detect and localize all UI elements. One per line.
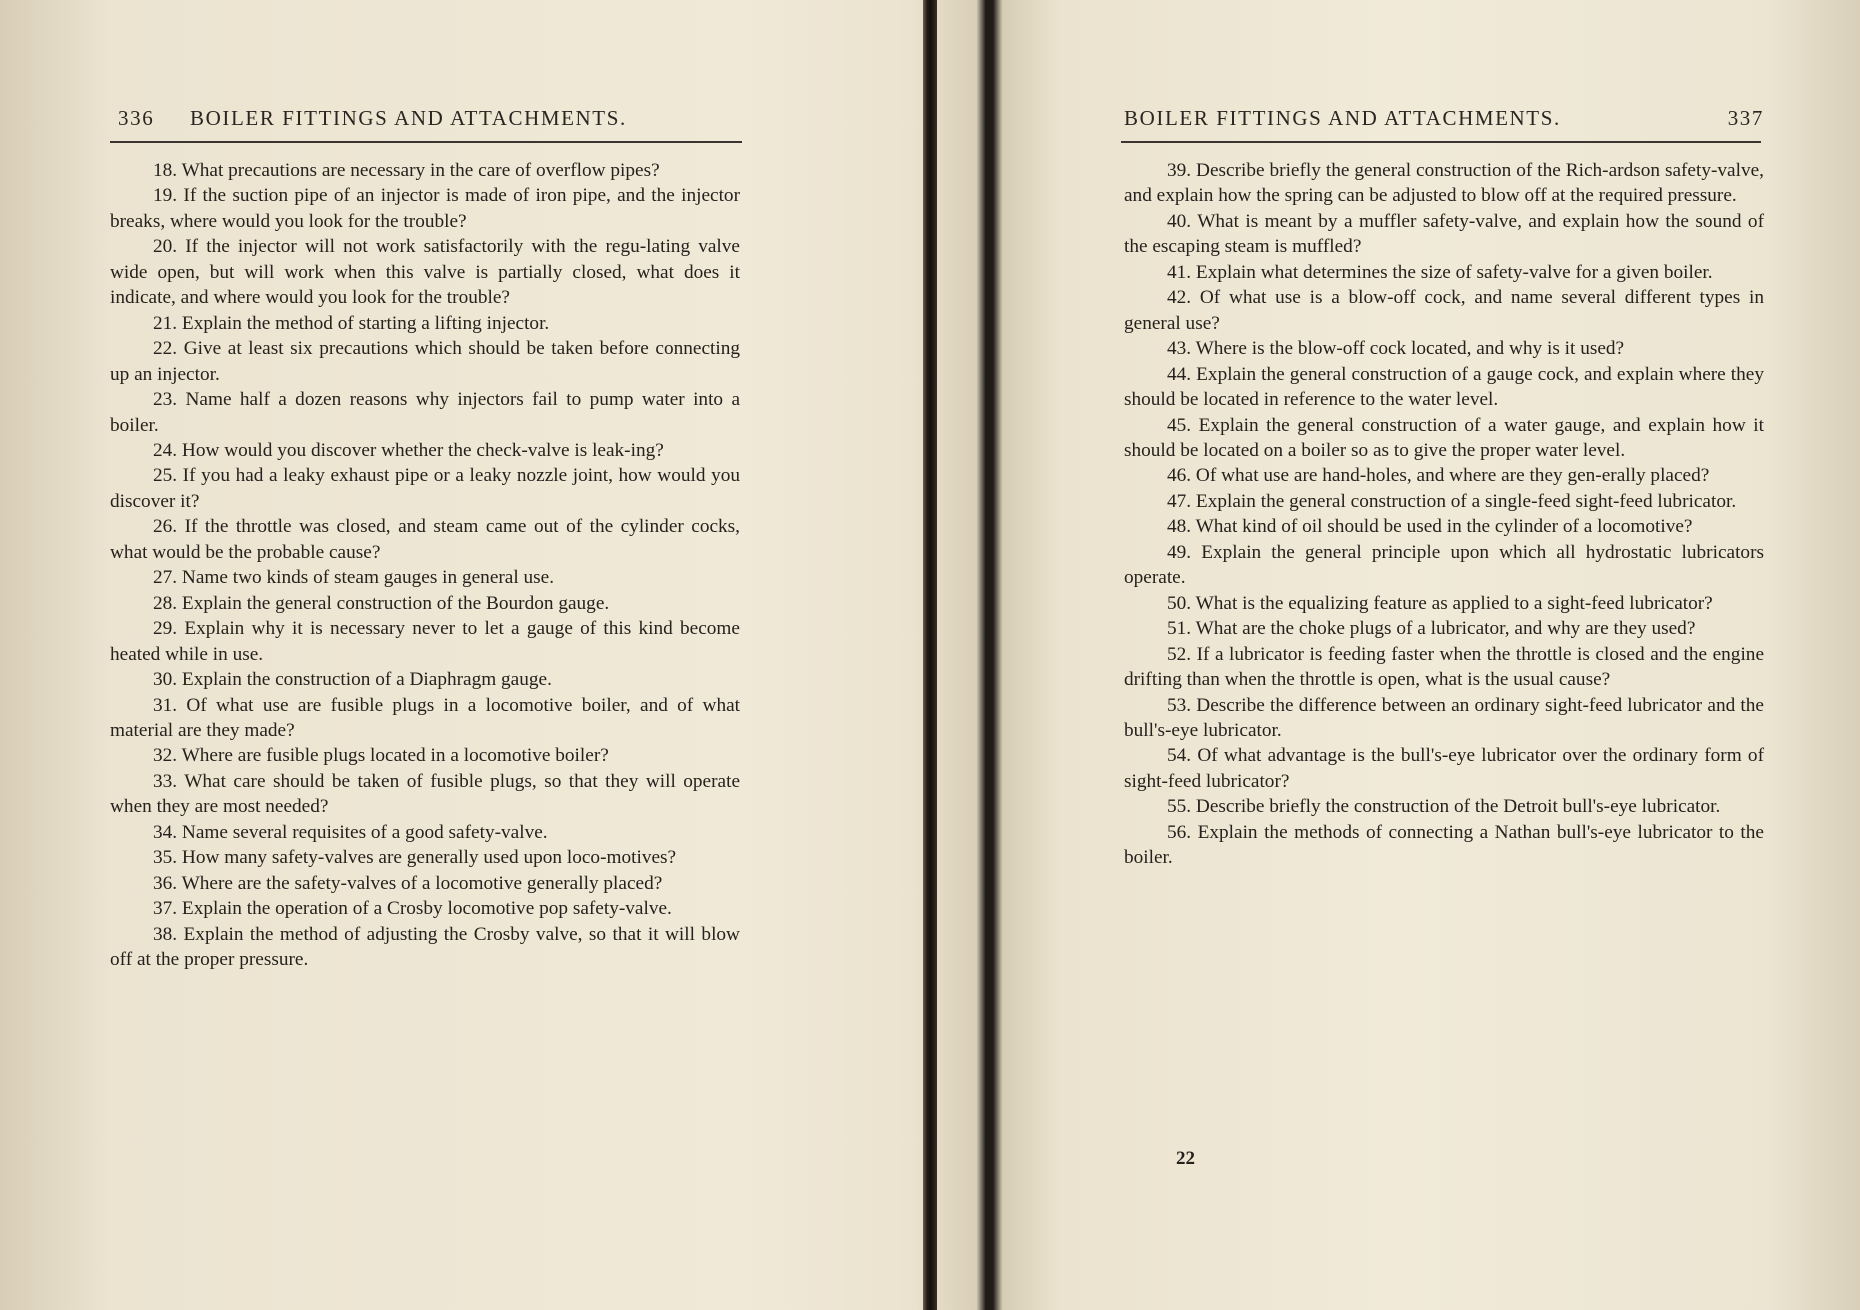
question-22: 22. Give at least six precautions which should be taken before connecting up an injector.	[110, 338, 740, 385]
question-52: 52. If a lubricator is feeding faster when the throttle is closed and the engine drifting than when the throttle is open, what is the usual cause?	[1124, 643, 1764, 691]
signature-mark: 22	[1176, 1148, 1195, 1169]
left-page-number: 336	[118, 106, 155, 130]
question-47: 47. Explain the general construction of a single-feed sight-feed lubricator.	[1167, 490, 1737, 512]
right-running-title: BOILER FITTINGS AND ATTACHMENTS.	[1124, 106, 1561, 130]
question-25: 25. If you had a leaky exhaust pipe or a leaky nozzle joint, how would you discover it?	[110, 465, 740, 512]
question-33: 33. What care should be taken of fusible plugs, so that they will operate when they are most needed?	[110, 770, 740, 818]
left-question-list	[110, 158, 740, 973]
question-24: 24. How would you discover whether the check-valve is leak-ing?	[153, 439, 664, 461]
question-32: 32. Where are fusible plugs located in a locomotive boiler?	[153, 745, 609, 767]
question-27: 27. Name two kinds of steam gauges in general use.	[153, 567, 555, 589]
book-spine	[923, 0, 937, 1310]
question-49: 49. Explain the general principle upon which all hydrostatic lubricators operate.	[1124, 541, 1764, 589]
question-51: 51. What are the choke plugs of a lubricator, and why are they used?	[1167, 618, 1696, 640]
right-question-list	[1124, 158, 1764, 871]
question-56: 56. Explain the methods of connecting a Nathan bull's-eye lubricator to the boiler.	[1124, 821, 1764, 869]
question-31: 31. Of what use are fusible plugs in a locomotive boiler, and of what material are they made?	[110, 694, 740, 741]
right-page	[1124, 0, 1764, 1310]
question-43: 43. Where is the blow-off cock located, and why is it used?	[1167, 338, 1625, 360]
question-18: 18. What precautions are necessary in the care of overflow pipes?	[153, 160, 660, 181]
left-running-title: BOILER FITTINGS AND ATTACHMENTS.	[190, 106, 627, 130]
question-39: 39. Describe briefly the general construction of the Rich-ardson safety-valve, and explain how the spring can be adjusted to blow off at the required pressure.	[1124, 160, 1764, 207]
question-54: 54. Of what advantage is the bull's-eye lubricator over the ordinary form of sight-feed lubricator?	[1124, 745, 1764, 792]
right-page-header	[1124, 106, 1764, 134]
question-38: 38. Explain the method of adjusting the Crosby valve, so that it will blow off at the proper pressure.	[110, 923, 740, 971]
question-26: 26. If the throttle was closed, and steam came out of the cylinder cocks, what would be the probable cause?	[110, 516, 740, 563]
question-48: 48. What kind of oil should be used in the cylinder of a locomotive?	[1167, 516, 1693, 538]
question-34: 34. Name several requisites of a good safety-valve.	[153, 821, 548, 843]
question-46: 46. Of what use are hand-holes, and where are they gen-erally placed?	[1167, 465, 1710, 487]
question-19: 19. If the suction pipe of an injector is made of iron pipe, and the injector breaks, where would you look for the trouble?	[110, 185, 740, 232]
question-41: 41. Explain what determines the size of safety-valve for a given boiler.	[1167, 261, 1713, 283]
question-42: 42. Of what use is a blow-off cock, and name several different types in general use?	[1124, 287, 1764, 334]
question-29: 29. Explain why it is necessary never to let a gauge of this kind become heated while in use.	[110, 618, 740, 665]
left-page-header	[110, 106, 740, 134]
left-page	[110, 0, 740, 1310]
question-50: 50. What is the equalizing feature as applied to a sight-feed lubricator?	[1167, 592, 1713, 614]
question-53: 53. Describe the difference between an ordinary sight-feed lubricator and the bull's-eye lubricator.	[1124, 694, 1764, 741]
question-35: 35. How many safety-valves are generally used upon loco-motives?	[153, 847, 677, 869]
question-36: 36. Where are the safety-valves of a locomotive generally placed?	[153, 872, 663, 894]
question-23: 23. Name half a dozen reasons why injectors fail to pump water into a boiler.	[110, 389, 740, 436]
question-21: 21. Explain the method of starting a lifting injector.	[153, 312, 550, 334]
question-20: 20. If the injector will not work satisfactorily with the regu-lating valve wide open, but will work when this valve is partially closed, what does it indicate, and where would you look for the trouble?	[110, 236, 740, 309]
right-page-number: 337	[1727, 106, 1764, 130]
right-header-rule	[1121, 141, 1761, 143]
question-28: 28. Explain the general construction of the Bourdon gauge.	[153, 592, 610, 614]
question-55: 55. Describe briefly the construction of the Detroit bull's-eye lubricator.	[1167, 796, 1721, 818]
question-37: 37. Explain the operation of a Crosby locomotive pop safety-valve.	[153, 898, 672, 920]
left-header-rule	[110, 141, 742, 143]
question-40: 40. What is meant by a muffler safety-valve, and explain how the sound of the escaping steam is muffled?	[1124, 210, 1764, 258]
question-44: 44. Explain the general construction of a gauge cock, and explain where they should be located in reference to the water level.	[1124, 363, 1764, 411]
question-30: 30. Explain the construction of a Diaphragm gauge.	[153, 669, 552, 691]
question-45: 45. Explain the general construction of a water gauge, and explain how it should be located on a boiler so as to give the proper water level.	[1124, 414, 1764, 461]
